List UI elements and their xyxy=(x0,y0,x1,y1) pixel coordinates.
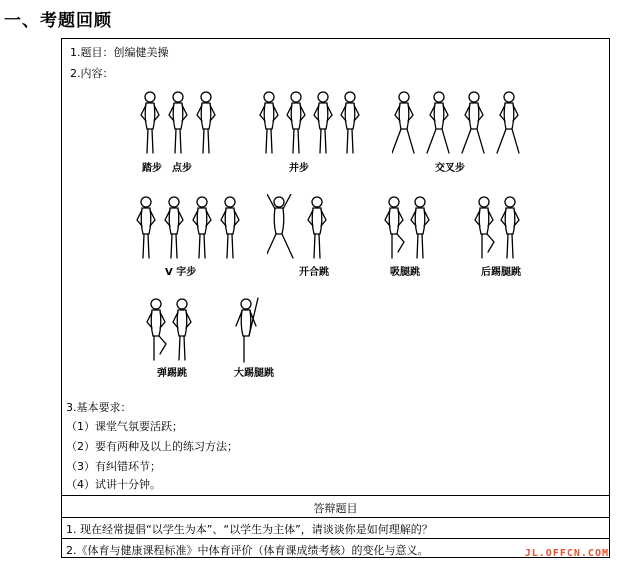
exam-table xyxy=(61,38,610,558)
caption-knee-lift: 吸腿跳 xyxy=(390,267,420,278)
topic-line: 1.题目：创编健美操 xyxy=(70,46,169,59)
high-kick-illustration xyxy=(234,296,274,366)
content-label: 2.内容： xyxy=(70,67,114,80)
divider xyxy=(62,495,609,496)
divider xyxy=(62,538,609,539)
close-step-illustration xyxy=(257,89,367,159)
defense-question: 2.《体育与健康课程标准》中体育评价（体育课成绩考核）的变化与意义。 xyxy=(66,544,429,557)
caption-high-kick: 大踢腿跳 xyxy=(234,368,274,379)
requirement-item: （1）课堂气氛要活跃； xyxy=(66,420,183,433)
caption-step-touch: 踏步 点步 xyxy=(142,163,192,174)
caption-jumping-jack: 开合跳 xyxy=(299,267,329,278)
requirement-item: （3）有纠错环节； xyxy=(66,460,161,473)
v-step-illustration xyxy=(134,194,249,264)
defense-title: 答辩题目 xyxy=(313,502,358,515)
requirements-title: 3.基本要求： xyxy=(66,401,132,414)
offcn-watermark: JL.OFFCN.COM xyxy=(524,548,609,559)
divider xyxy=(62,517,609,518)
caption-bounce-kick: 弹踢跳 xyxy=(157,368,187,379)
caption-v-step: V 字步 xyxy=(165,267,197,278)
section-heading: 一、考题回顾 xyxy=(4,11,112,31)
caption-kick-back: 后踢腿跳 xyxy=(481,267,521,278)
caption-cross-step: 交叉步 xyxy=(435,163,465,174)
bounce-kick-illustration xyxy=(144,296,204,366)
jumping-jack-illustration xyxy=(267,194,352,264)
caption-close-step: 并步 xyxy=(289,163,309,174)
requirement-item: （4）试讲十分钟。 xyxy=(66,478,161,491)
step-touch-illustration xyxy=(138,89,223,159)
kick-back-illustration xyxy=(472,194,532,264)
requirement-item: （2）要有两种及以上的练习方法； xyxy=(66,440,238,453)
cross-step-illustration xyxy=(392,89,542,159)
knee-lift-illustration xyxy=(382,194,442,264)
defense-question: 1. 现在经常提倡“以学生为本”、“以学生为主体”，请谈谈你是如何理解的？ xyxy=(66,523,433,536)
